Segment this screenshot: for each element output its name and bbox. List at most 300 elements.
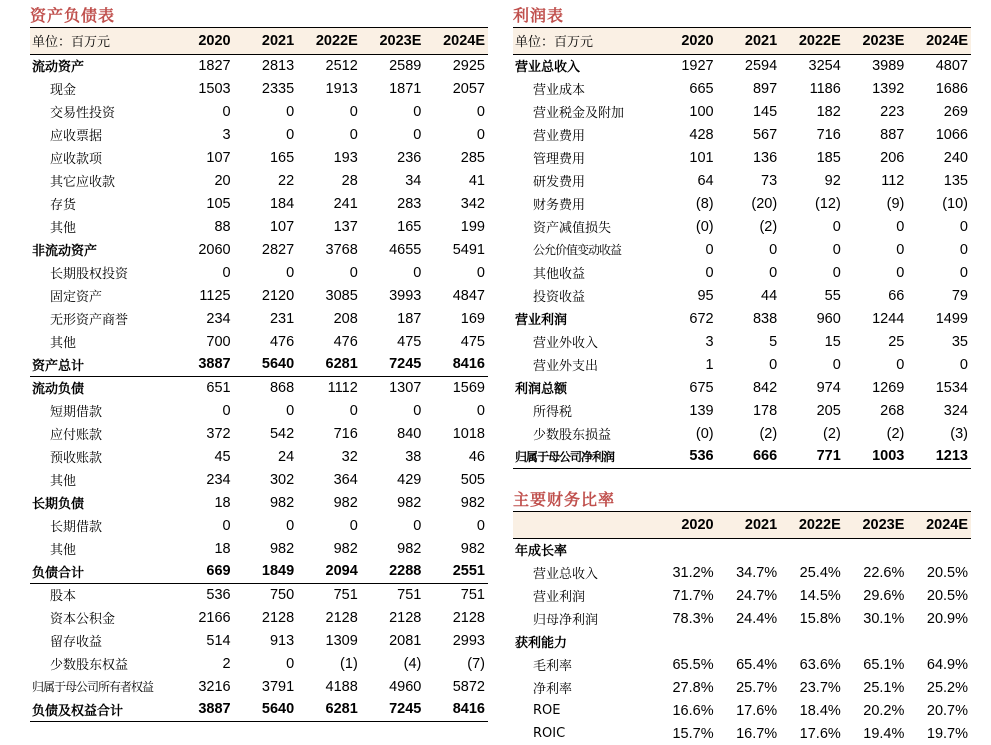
- cell-value: 14.5%: [799, 587, 841, 604]
- row-label: 营业利润: [533, 590, 586, 605]
- table-row: [30, 353, 488, 376]
- cell-value: 2128: [261, 609, 295, 626]
- cell-value: 18: [214, 494, 231, 511]
- row-label: 无形资产商誉: [50, 313, 129, 328]
- cell-value: 165: [269, 149, 295, 166]
- cell-value: 0: [349, 103, 358, 120]
- table-row: [30, 307, 488, 330]
- cell-value: 23.7%: [799, 679, 841, 696]
- table-row: [513, 538, 971, 561]
- year-header: 2021: [744, 516, 778, 533]
- year-header: 2020: [198, 32, 231, 49]
- cell-value: 4655: [389, 241, 422, 258]
- cell-value: 887: [880, 126, 905, 143]
- cell-value: 651: [206, 379, 231, 396]
- cell-value: 342: [460, 195, 485, 212]
- row-label: 营业费用: [533, 129, 586, 144]
- cell-value: 34: [405, 172, 422, 189]
- cell-value: 25.1%: [863, 679, 905, 696]
- cell-value: 205: [816, 402, 841, 419]
- table-row: [513, 422, 971, 445]
- cell-value: 751: [460, 586, 485, 603]
- cell-value: 20.7%: [926, 702, 968, 719]
- cell-value: 35: [951, 333, 968, 350]
- row-label: 应收票据: [50, 129, 103, 144]
- cell-value: 25.4%: [799, 564, 841, 581]
- cell-value: 6281: [325, 701, 358, 718]
- cell-value: 65.1%: [863, 656, 905, 673]
- cell-value: 20: [214, 172, 231, 189]
- ratios-table: [513, 512, 971, 745]
- cell-value: 514: [206, 632, 231, 649]
- cell-value: 88: [214, 218, 231, 235]
- cell-value: (10): [942, 195, 968, 212]
- cell-value: 666: [752, 448, 778, 465]
- cell-value: 17.6%: [736, 702, 778, 719]
- cell-value: 982: [333, 494, 358, 511]
- cell-value: [780, 630, 844, 653]
- cell-value: 1392: [872, 80, 905, 97]
- row-label: 净利率: [533, 682, 573, 697]
- cell-value: 184: [269, 195, 295, 212]
- cell-value: 842: [752, 379, 778, 396]
- cell-value: 2094: [325, 563, 358, 580]
- cell-value: 182: [816, 103, 841, 120]
- cell-value: 0: [413, 126, 422, 143]
- cell-value: 1927: [681, 57, 714, 74]
- cell-value: [844, 538, 908, 561]
- cell-value: 1569: [452, 379, 485, 396]
- cell-value: (2): [886, 425, 905, 442]
- cell-value: 0: [286, 517, 295, 534]
- row-label: 应付账款: [50, 428, 103, 443]
- cell-value: 1307: [389, 379, 422, 396]
- table-row: [513, 584, 971, 607]
- cell-value: 66: [888, 287, 905, 304]
- cell-value: 838: [752, 310, 778, 327]
- cell-value: 64.9%: [926, 656, 968, 673]
- cell-value: 16.7%: [736, 725, 778, 742]
- table-row: [30, 445, 488, 468]
- cell-value: 7245: [389, 701, 422, 718]
- cell-value: 1686: [935, 80, 968, 97]
- cell-value: 0: [286, 655, 295, 672]
- cell-value: 675: [689, 379, 714, 396]
- table-row: [30, 422, 488, 445]
- cell-value: (20): [751, 195, 778, 212]
- cell-value: [717, 630, 781, 653]
- cell-value: 716: [333, 425, 358, 442]
- cell-value: 2: [222, 655, 231, 672]
- cell-value: 15.7%: [672, 725, 714, 742]
- cell-value: [907, 538, 971, 561]
- cell-value: 0: [476, 517, 485, 534]
- row-label: 非流动资产: [32, 244, 98, 259]
- cell-value: 136: [752, 149, 778, 166]
- cell-value: 1849: [261, 563, 295, 580]
- cell-value: 3: [705, 333, 714, 350]
- table-row: [513, 607, 971, 630]
- row-label: 交易性投资: [50, 106, 116, 121]
- cell-value: 324: [943, 402, 968, 419]
- cell-value: 3887: [198, 701, 231, 718]
- table-row: [30, 169, 488, 192]
- balance-sheet-header-row: [30, 28, 488, 54]
- year-header: 2021: [261, 32, 295, 49]
- cell-value: 2120: [261, 287, 295, 304]
- income-statement-header-row: [513, 28, 971, 54]
- cell-value: 0: [413, 264, 422, 281]
- cell-value: 2128: [325, 609, 358, 626]
- table-row: [513, 261, 971, 284]
- cell-value: 15.8%: [799, 610, 841, 627]
- cell-value: (0): [695, 218, 714, 235]
- cell-value: 0: [286, 126, 295, 143]
- cell-value: 46: [468, 448, 485, 465]
- cell-value: 4847: [452, 287, 485, 304]
- cell-value: 285: [460, 149, 485, 166]
- cell-value: 0: [476, 103, 485, 120]
- cell-value: 1112: [327, 379, 358, 396]
- cell-value: 751: [397, 586, 422, 603]
- cell-value: 165: [397, 218, 422, 235]
- cell-value: 1186: [809, 80, 841, 97]
- cell-value: 982: [397, 540, 422, 557]
- row-label: 少数股东损益: [533, 428, 612, 443]
- table-row: [513, 77, 971, 100]
- cell-value: 0: [222, 264, 231, 281]
- cell-value: 2925: [452, 57, 485, 74]
- year-header: 2023E: [862, 32, 905, 49]
- row-label: 股本: [50, 589, 77, 605]
- cell-value: 0: [769, 356, 778, 373]
- cell-value: 2551: [452, 563, 485, 580]
- row-label: 应收款项: [50, 152, 103, 167]
- balance-sheet-title: 资产负债表: [30, 4, 488, 28]
- cell-value: (8): [695, 195, 714, 212]
- cell-value: 7245: [389, 356, 422, 373]
- cell-value: 750: [269, 586, 295, 603]
- cell-value: 187: [397, 310, 422, 327]
- row-label: 长期股权投资: [50, 267, 129, 282]
- table-row: [30, 330, 488, 353]
- year-header: 2021: [744, 32, 778, 49]
- cell-value: 236: [397, 149, 422, 166]
- cell-value: 0: [476, 126, 485, 143]
- cell-value: 185: [816, 149, 841, 166]
- row-label: 流动负债: [32, 382, 85, 398]
- cell-value: 428: [689, 126, 714, 143]
- cell-value: 2081: [389, 632, 422, 649]
- cell-value: 44: [761, 287, 778, 304]
- cell-value: 3216: [198, 678, 231, 695]
- cell-value: 897: [752, 80, 778, 97]
- row-label: 归属于母公司所有者权益: [32, 680, 154, 694]
- cell-value: 112: [881, 172, 905, 189]
- cell-value: 476: [333, 333, 358, 350]
- cell-value: 24.7%: [736, 587, 778, 604]
- balance-sheet-table: [30, 28, 488, 722]
- cell-value: 982: [269, 494, 295, 511]
- cell-value: 223: [880, 103, 905, 120]
- cell-value: 65.5%: [672, 656, 714, 673]
- cell-value: 4960: [389, 678, 422, 695]
- row-label: 管理费用: [533, 152, 586, 167]
- row-label: 固定资产: [50, 290, 103, 305]
- row-label: 营业外收入: [533, 336, 599, 351]
- row-label: 营业外支出: [533, 359, 599, 374]
- cell-value: 4807: [935, 57, 968, 74]
- year-header: 2024E: [926, 516, 968, 533]
- unit-label: 单位：百万元: [515, 35, 594, 51]
- cell-value: 3989: [872, 57, 905, 74]
- year-header: 2022E: [798, 32, 841, 49]
- cell-value: 17.6%: [799, 725, 841, 742]
- cell-value: 3887: [198, 356, 231, 373]
- cell-value: 0: [413, 517, 422, 534]
- cell-value: 31.2%: [672, 564, 714, 581]
- cell-value: 0: [222, 402, 231, 419]
- cell-value: 0: [959, 264, 968, 281]
- cell-value: [780, 538, 844, 561]
- cell-value: 55: [824, 287, 841, 304]
- table-row: [513, 192, 971, 215]
- table-row: [513, 561, 971, 584]
- cell-value: 1125: [199, 287, 231, 304]
- income-statement-title: 利润表: [513, 4, 971, 28]
- cell-value: 1309: [325, 632, 358, 649]
- cell-value: 15: [824, 333, 841, 350]
- cell-value: 0: [769, 264, 778, 281]
- cell-value: 139: [689, 402, 714, 419]
- cell-value: 65.4%: [736, 656, 778, 673]
- cell-value: 665: [689, 80, 714, 97]
- row-label: ROIC: [533, 726, 566, 741]
- table-row: [30, 468, 488, 491]
- row-label: 其他: [50, 543, 77, 558]
- table-row: [513, 630, 971, 653]
- cell-value: 0: [832, 264, 841, 281]
- cell-value: 0: [896, 241, 905, 258]
- cell-value: 2057: [452, 80, 485, 97]
- ratios-body: [513, 538, 971, 745]
- cell-value: [844, 630, 908, 653]
- table-row: [30, 123, 488, 146]
- cell-value: 38: [405, 448, 422, 465]
- cell-value: 3791: [261, 678, 295, 695]
- cell-value: 4188: [325, 678, 358, 695]
- row-label: 营业总收入: [515, 60, 581, 76]
- cell-value: 982: [460, 540, 485, 557]
- cell-value: 0: [349, 402, 358, 419]
- cell-value: 669: [206, 563, 231, 580]
- cell-value: 19.7%: [926, 725, 968, 742]
- cell-value: 0: [769, 241, 778, 258]
- row-label: 财务费用: [533, 198, 586, 213]
- cell-value: 135: [943, 172, 968, 189]
- table-row: [30, 606, 488, 629]
- cell-value: 208: [333, 310, 358, 327]
- cell-value: 536: [689, 448, 714, 465]
- row-label: 营业总收入: [533, 567, 599, 582]
- cell-value: 982: [397, 494, 422, 511]
- cell-value: 974: [816, 379, 841, 396]
- table-row: [513, 238, 971, 261]
- row-label: 短期借款: [50, 405, 103, 420]
- row-label: 营业利润: [515, 313, 568, 328]
- cell-value: 475: [460, 333, 485, 350]
- income-statement-body: [513, 54, 971, 468]
- cell-value: 5640: [261, 701, 295, 718]
- table-row: [513, 399, 971, 422]
- ratios-header-row: [513, 512, 971, 538]
- cell-value: 716: [816, 126, 841, 143]
- cell-value: 2993: [452, 632, 485, 649]
- row-label: 长期借款: [50, 520, 103, 535]
- table-row: [513, 307, 971, 330]
- cell-value: 0: [896, 356, 905, 373]
- cell-value: 92: [824, 172, 841, 189]
- cell-value: 542: [269, 425, 295, 442]
- cell-value: 107: [269, 218, 295, 235]
- cell-value: 169: [460, 310, 485, 327]
- row-label: 负债合计: [32, 565, 85, 581]
- cell-value: 137: [333, 218, 358, 235]
- cell-value: 567: [752, 126, 778, 143]
- cell-value: 0: [959, 356, 968, 373]
- row-label: 公允价值变动收益: [533, 243, 622, 257]
- table-row: [513, 54, 971, 77]
- cell-value: (7): [467, 655, 485, 672]
- row-label: 毛利率: [533, 659, 573, 674]
- table-row: [30, 514, 488, 537]
- cell-value: 1066: [935, 126, 968, 143]
- cell-value: 29.6%: [863, 587, 905, 604]
- table-row: [513, 699, 971, 722]
- cell-value: 982: [460, 494, 485, 511]
- cell-value: 27.8%: [672, 679, 714, 696]
- cell-value: 0: [349, 126, 358, 143]
- cell-value: 0: [832, 356, 841, 373]
- cell-value: 505: [460, 471, 485, 488]
- year-header: 2020: [681, 516, 714, 533]
- cell-value: 24: [278, 448, 295, 465]
- cell-value: 1244: [872, 310, 905, 327]
- cell-value: 1871: [389, 80, 422, 97]
- cell-value: 18.4%: [799, 702, 841, 719]
- cell-value: 0: [832, 241, 841, 258]
- cell-value: [717, 538, 781, 561]
- cell-value: 231: [269, 310, 295, 327]
- row-label: 资产减值损失: [533, 221, 612, 236]
- table-row: [30, 537, 488, 560]
- row-label: 营业税金及附加: [533, 106, 625, 121]
- cell-value: 1534: [935, 379, 968, 396]
- cell-value: (2): [759, 425, 778, 442]
- cell-value: 20.9%: [926, 610, 968, 627]
- cell-value: 5491: [452, 241, 485, 258]
- cell-value: 1003: [872, 448, 905, 465]
- cell-value: 0: [413, 103, 422, 120]
- cell-value: (4): [403, 655, 422, 672]
- table-row: [30, 238, 488, 261]
- cell-value: 25.2%: [926, 679, 968, 696]
- cell-value: 101: [689, 149, 714, 166]
- table-row: [513, 722, 971, 745]
- cell-value: 840: [397, 425, 422, 442]
- cell-value: (12): [814, 195, 841, 212]
- cell-value: 1213: [935, 448, 968, 465]
- ratios-header-blank: [513, 512, 653, 538]
- table-row: [30, 652, 488, 675]
- cell-value: 2594: [744, 57, 778, 74]
- row-label: 归母净利润: [533, 613, 599, 628]
- cell-value: 0: [222, 517, 231, 534]
- table-row: [30, 399, 488, 422]
- cell-value: 95: [697, 287, 714, 304]
- cell-value: 22.6%: [863, 564, 905, 581]
- row-label: 其他收益: [533, 267, 586, 282]
- row-label: 其他: [50, 336, 77, 351]
- cell-value: 19.4%: [863, 725, 905, 742]
- cell-value: 5872: [452, 678, 485, 695]
- cell-value: 24.4%: [736, 610, 778, 627]
- row-label: 预收账款: [50, 451, 103, 466]
- cell-value: 8416: [452, 701, 485, 718]
- row-label: 利润总额: [515, 382, 568, 397]
- cell-value: 16.6%: [672, 702, 714, 719]
- cell-value: 0: [476, 402, 485, 419]
- table-row: [30, 698, 488, 721]
- row-label: 年成长率: [515, 544, 568, 560]
- cell-value: 20.5%: [926, 564, 968, 581]
- table-row: [30, 675, 488, 698]
- cell-value: 982: [333, 540, 358, 557]
- cell-value: 2128: [452, 609, 485, 626]
- cell-value: 476: [269, 333, 295, 350]
- cell-value: 268: [880, 402, 905, 419]
- table-row: [513, 123, 971, 146]
- year-header: 2020: [681, 32, 714, 49]
- cell-value: 0: [222, 103, 231, 120]
- cell-value: 78.3%: [672, 610, 714, 627]
- cell-value: 1503: [198, 80, 231, 97]
- cell-value: 20.5%: [926, 587, 968, 604]
- year-header: 2023E: [379, 32, 422, 49]
- cell-value: 1499: [935, 310, 968, 327]
- cell-value: 0: [349, 517, 358, 534]
- cell-value: 41: [468, 172, 485, 189]
- cell-value: (2): [823, 425, 841, 442]
- table-row: [30, 146, 488, 169]
- row-label: 留存收益: [50, 635, 103, 650]
- table-row: [513, 284, 971, 307]
- cell-value: (0): [695, 425, 714, 442]
- cell-value: 100: [689, 103, 714, 120]
- cell-value: 0: [896, 218, 905, 235]
- table-row: [513, 653, 971, 676]
- table-row: [30, 629, 488, 652]
- cell-value: 178: [752, 402, 778, 419]
- cell-value: 960: [816, 310, 841, 327]
- balance-sheet-body: [30, 54, 488, 721]
- row-label: 营业成本: [533, 83, 586, 98]
- row-label: 少数股东权益: [50, 658, 129, 673]
- year-header: 2022E: [315, 32, 358, 49]
- cell-value: 700: [206, 333, 231, 350]
- cell-value: 0: [832, 218, 841, 235]
- cell-value: [907, 630, 971, 653]
